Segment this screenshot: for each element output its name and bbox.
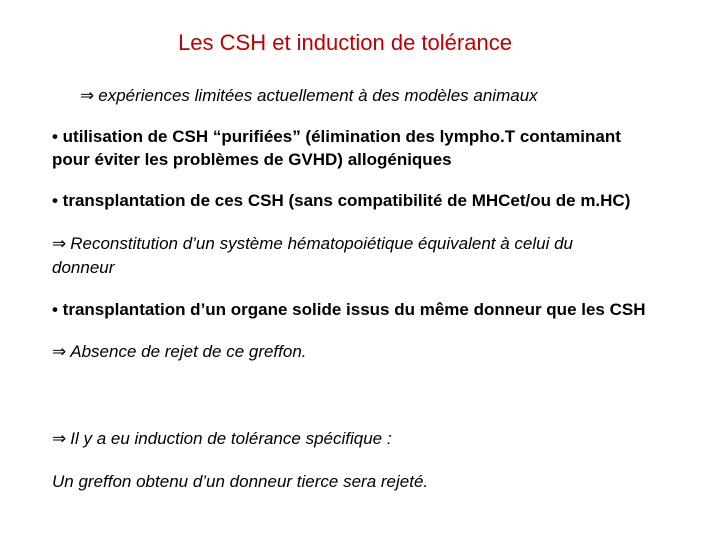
- line-experiences: [80, 84, 538, 108]
- line-experiences-text: expériences limitées actuellement à des modèles animaux: [98, 86, 538, 105]
- implies-arrow-icon: ⇒: [80, 86, 95, 106]
- bullet-utilisation-line1: • utilisation de CSH “purifiées” (élimination des lympho.T contaminant: [52, 127, 621, 146]
- line-reconstitution-text2: donneur: [52, 258, 115, 277]
- line-reconstitution-text1: Reconstitution d’un système hématopoiétique équivalent à celui du: [70, 234, 574, 253]
- bullet-utilisation-line2: pour éviter les problèmes de GVHD) allogéniques: [52, 150, 452, 169]
- bullet-utilisation: [52, 125, 621, 171]
- line-absence-rejet-text: Absence de rejet de ce greffon.: [70, 342, 307, 361]
- line-greffon-rejete: Un greffon obtenu d’un donneur tierce sera rejeté.: [52, 472, 429, 491]
- bullet-transplantation-organe: • transplantation d’un organe solide issus du même donneur que les CSH: [52, 300, 646, 319]
- line-induction-tolerance-text: Il y a eu induction de tolérance spécifique :: [70, 429, 392, 448]
- slide-title: Les CSH et induction de tolérance: [178, 30, 512, 55]
- line-reconstitution: [52, 232, 573, 279]
- bullet-transplantation-csh: • transplantation de ces CSH (sans compatibilité de MHCet/ou de m.HC): [52, 191, 631, 210]
- implies-arrow-icon: ⇒: [52, 234, 67, 254]
- implies-arrow-icon: ⇒: [52, 429, 67, 449]
- implies-arrow-icon: ⇒: [52, 342, 67, 362]
- line-induction-tolerance: [52, 427, 392, 451]
- line-absence-rejet: [52, 340, 307, 364]
